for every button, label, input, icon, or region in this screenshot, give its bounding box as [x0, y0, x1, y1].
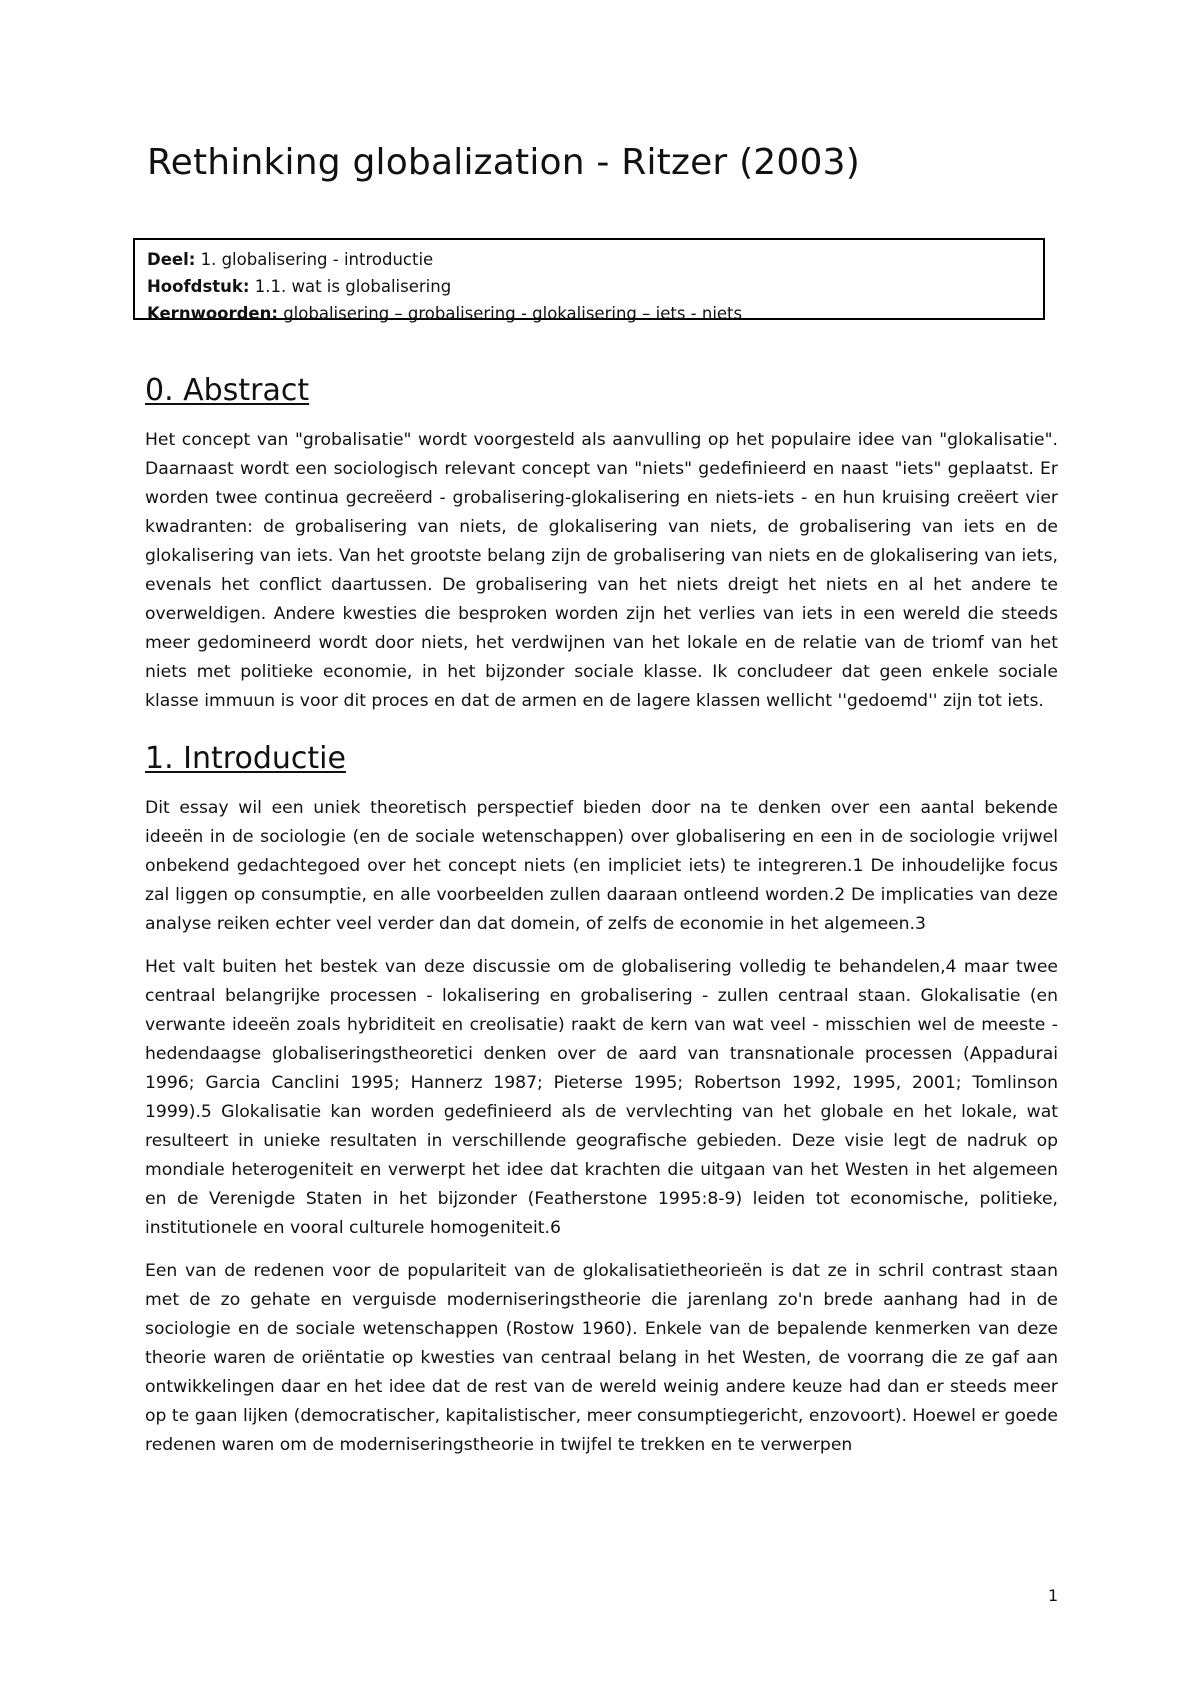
document-body: [145, 370, 1058, 1474]
metadata-box: [133, 238, 1045, 323]
section-heading-introductie: 1. Introductie: [145, 741, 346, 776]
page-number: 1: [1048, 1586, 1059, 1605]
document-title: Rethinking globalization - Ritzer (2003): [147, 142, 860, 183]
meta-kernwoorden: [147, 300, 1031, 327]
section-abstract: [145, 370, 1058, 716]
meta-hoofdstuk-value: 1.1. wat is globalisering: [249, 277, 452, 296]
meta-hoofdstuk: [147, 273, 1031, 300]
introductie-paragraph-3: Een van de redenen voor de populariteit van de glokalisatietheorieën is dat ze in schril contrast staan met de zo gehate en verguisde moderniseringstheorie die jarenlang zo'n brede aanhang had in de sociologie en de sociale wetenschappen (Rostow 1960). Enkele van de bepalende kenmerken van deze theorie waren de oriëntatie op kwesties van centraal belang in het Westen, de voorrang die ze gaf aan ontwikkelingen daar en het idee dat de rest van de wereld weinig andere keuze had dan er steeds meer op te gaan lijken (democratischer, kapitalistischer, meer consumptiegericht, enzovoort). Hoewel er goede redenen waren om de moderniseringstheorie in twijfel te trekken en te verwerpen: [145, 1261, 1058, 1455]
meta-kernwoorden-label: Kernwoorden:: [147, 304, 278, 323]
section-heading-abstract: 0. Abstract: [145, 373, 310, 408]
introductie-paragraph-1: Dit essay wil een uniek theoretisch perspectief bieden door na te denken over een aantal bekende ideeën in de sociologie (en de sociale wetenschappen) over globalisering en een in de sociologie vrijwel onbekend gedachtegoed over het concept niets (en impliciet iets) te integreren.1 De inhoudelijke focus zal liggen op consumptie, en alle voorbeelden zullen daaraan ontleend worden.2 De implicaties van deze analyse reiken echter veel verder dan dat domein, of zelfs de economie in het algemeen.3: [145, 798, 1058, 934]
section-introductie: [145, 738, 1058, 1460]
meta-hoofdstuk-label: Hoofdstuk:: [147, 277, 250, 296]
meta-deel: [147, 246, 1031, 273]
meta-deel-label: Deel:: [147, 250, 196, 269]
meta-kernwoorden-value: globalisering – grobalisering - glokalisering – iets - niets: [277, 304, 743, 323]
abstract-paragraph: Het concept van "grobalisatie" wordt voorgesteld als aanvulling op het populaire idee van "glokalisatie". Daarnaast wordt een sociologisch relevant concept van "niets" gedefinieerd en naast "iets" geplaatst. Er worden twee continua gecreëerd - grobalisering-glokalisering en niets-iets - en hun kruising creëert vier kwadranten: de grobalisering van niets, de glokalisering van niets, de grobalisering van iets en de glokalisering van iets. Van het grootste belang zijn de grobalisering van niets en de glokalisering van iets, evenals het conflict daartussen. De grobalisering van het niets dreigt het niets en al het andere te overweldigen. Andere kwesties die besproken worden zijn het verlies van iets in een wereld die steeds meer gedomineerd wordt door niets, het verdwijnen van het lokale en de relatie van de triomf van het niets met politieke economie, in het bijzonder sociale klasse. Ik concludeer dat geen enkele sociale klasse immuun is voor dit proces en dat de armen en de lagere klassen wellicht ''gedoemd'' zijn tot iets.: [145, 430, 1058, 711]
introductie-paragraph-2: Het valt buiten het bestek van deze discussie om de globalisering volledig te behandelen,4 maar twee centraal belangrijke processen - lokalisering en grobalisering - zullen centraal staan. Glokalisatie (en verwante ideeën zoals hybriditeit en creolisatie) raakt de kern van wat veel - misschien wel de meeste - hedendaagse globaliseringstheoretici denken over de aard van transnationale processen (Appadurai 1996; Garcia Canclini 1995; Hannerz 1987; Pieterse 1995; Robertson 1992, 1995, 2001; Tomlinson 1999).5 Glokalisatie kan worden gedefinieerd als de vervlechting van het globale en het lokale, wat resulteert in unieke resultaten in verschillende geografische gebieden. Deze visie legt de nadruk op mondiale heterogeniteit en verwerpt het idee dat krachten die uitgaan van het Westen in het algemeen en de Verenigde Staten in het bijzonder (Featherstone 1995:8-9) leiden tot economische, politieke, institutionele en vooral culturele homogeniteit.6: [145, 957, 1058, 1238]
meta-deel-value: 1. globalisering - introductie: [195, 250, 434, 269]
